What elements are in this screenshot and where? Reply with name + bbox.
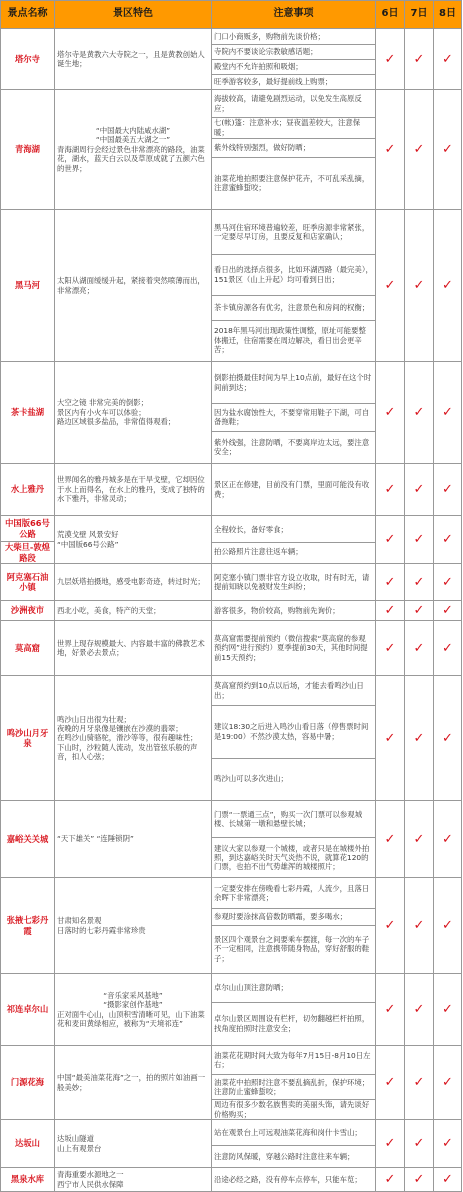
checkmark-icon: ✓ bbox=[384, 831, 396, 847]
feature-text: 在鸣沙山骑骆驼，滑沙等等，很有趣味性； bbox=[57, 733, 198, 743]
check-cell-day-8 bbox=[434, 974, 462, 1046]
feature-cell bbox=[55, 676, 212, 801]
table-row bbox=[1, 1120, 462, 1168]
note-text: 倒影拍摄最佳时间为早上10点前，最好在这个时间前到达； bbox=[214, 373, 372, 392]
feature-text: 路边区域很多盐品，非常值得观看； bbox=[57, 417, 176, 427]
feature-text: “音乐家采风基地” bbox=[103, 990, 163, 1000]
table-row bbox=[1, 974, 462, 1046]
check-cell-day-7 bbox=[405, 676, 434, 801]
checkmark-icon: ✓ bbox=[413, 142, 425, 157]
check-cell-day-7 bbox=[405, 1120, 434, 1168]
check-cell-day-8 bbox=[434, 1046, 462, 1120]
table-header-row bbox=[1, 1, 462, 29]
header-name: 景点名称 bbox=[1, 1, 55, 29]
checkmark-icon: ✓ bbox=[442, 51, 453, 67]
checkmark-icon: ✓ bbox=[413, 603, 425, 619]
note-text: 看日出的选择点很多，比如环湖西路（最完美），151景区（山上升起）均可看到日出； bbox=[212, 254, 375, 295]
check-cell-day-8 bbox=[434, 601, 462, 621]
attraction-name: 莫高窟 bbox=[1, 621, 55, 676]
check-cell-day-6 bbox=[376, 564, 405, 601]
table-row bbox=[1, 878, 462, 974]
notes-cell bbox=[212, 362, 376, 464]
note-text: 旺季游客较多，最好提前线上购票； bbox=[212, 74, 375, 89]
notes-cell bbox=[212, 29, 376, 90]
feature-text: “中国版66号公路” bbox=[57, 539, 119, 549]
checkmark-icon: ✓ bbox=[384, 1002, 396, 1018]
attraction-name: 黑马河 bbox=[1, 210, 55, 362]
note-text: 注意防风保暖，穿越公路时注意往来车辆； bbox=[212, 1145, 375, 1167]
note-text: 一定要安排在傍晚看七彩丹霞，人流少，且落日余晖下非常漂亮； bbox=[214, 883, 370, 903]
checkmark-icon: ✓ bbox=[413, 51, 425, 67]
note-text: 拍公路照片注意往返车辆； bbox=[212, 542, 375, 562]
checkmark-icon: ✓ bbox=[384, 142, 396, 157]
checkmark-icon: ✓ bbox=[384, 1172, 396, 1188]
feature-text: 塔尔寺是黄教六大寺院之一，且是黄教创始人诞生地； bbox=[57, 49, 205, 68]
table-row bbox=[1, 621, 462, 676]
check-cell-day-8 bbox=[434, 362, 462, 464]
check-cell-day-7 bbox=[405, 801, 434, 878]
note-text: 全程较长，备好零食； bbox=[214, 524, 288, 534]
table-row bbox=[1, 801, 462, 878]
table-body bbox=[1, 29, 462, 1192]
table-row bbox=[1, 1168, 462, 1192]
check-cell-day-6 bbox=[376, 1120, 405, 1168]
note-text: 莫高窟需要提前预约（微信搜索“莫高窟的参观预约网”进行预约）夏季提前30天，其他时间提前15天预约； bbox=[214, 634, 368, 662]
attraction-name: 大柴旦-敦煌路段 bbox=[1, 542, 55, 564]
table-row bbox=[1, 516, 462, 542]
attraction-name: 青海湖 bbox=[1, 90, 55, 210]
notes-cell bbox=[212, 1168, 376, 1192]
feature-cell bbox=[55, 464, 212, 516]
notes-cell bbox=[212, 1120, 376, 1168]
note-text: 沿途必经之路，没有停车点停车，只能车览； bbox=[214, 1174, 362, 1184]
note-text: 景区四个观景台之间要乘车摆渡，每一次的车子不一定相同，注意携带随身物品，穿好舒服的鞋子； bbox=[212, 925, 375, 973]
feature-text: 世界上现存规模最大、内容最丰富的佛教艺术地，好景必去景点； bbox=[57, 638, 205, 658]
note-text: 茶卡镇房源各有优劣，注意景色和房间的权衡； bbox=[212, 295, 375, 320]
feature-text: 太阳从湖面缓缓升起，紧接着突然喷薄而出，非常漂亮； bbox=[57, 276, 205, 295]
checkmark-icon: ✓ bbox=[413, 532, 425, 548]
checkmark-icon: ✓ bbox=[413, 918, 425, 934]
checkmark-icon: ✓ bbox=[442, 918, 453, 934]
feature-text: “天下雄关” “连陲锁阴” bbox=[57, 834, 134, 844]
notes-cell bbox=[212, 974, 376, 1046]
checkmark-icon: ✓ bbox=[442, 532, 453, 548]
check-cell-day-7 bbox=[405, 1168, 434, 1192]
check-cell-day-8 bbox=[434, 516, 462, 564]
feature-text: 青海重要水源地之一 bbox=[57, 1170, 124, 1180]
check-cell-day-7 bbox=[405, 362, 434, 464]
feature-cell bbox=[55, 601, 212, 621]
attraction-name: 达坂山 bbox=[1, 1120, 55, 1168]
feature-cell bbox=[55, 974, 212, 1046]
check-cell-day-6 bbox=[376, 516, 405, 564]
header-feature: 景区特色 bbox=[55, 1, 212, 29]
feature-text: 山上有观景台 bbox=[57, 1143, 102, 1153]
checkmark-icon: ✓ bbox=[413, 1002, 425, 1018]
feature-text: 下山时，沙粒随人流动，发出管弦乐般的声音，扣人心弦； bbox=[57, 742, 198, 762]
feature-text: 正对面牛心山，山顶积雪清晰可见，山下油菜花和麦田黄绿相应，被称为“天境祁连” bbox=[57, 1009, 205, 1029]
attraction-name: 茶卡盐湖 bbox=[1, 362, 55, 464]
check-cell-day-6 bbox=[376, 29, 405, 90]
note-text: 莫高窟预约到10点以后场，才能去看鸣沙山日出； bbox=[214, 681, 364, 700]
notes-cell bbox=[212, 801, 376, 878]
checkmark-icon: ✓ bbox=[442, 1136, 453, 1152]
feature-cell bbox=[55, 621, 212, 676]
checkmark-icon: ✓ bbox=[413, 831, 425, 847]
header-notes: 注意事项 bbox=[212, 1, 376, 29]
feature-cell bbox=[55, 90, 212, 210]
checkmark-icon: ✓ bbox=[413, 482, 425, 497]
feature-text: 大空之镜 非常完美的倒影； bbox=[57, 398, 149, 408]
feature-text: 达坂山隧道 bbox=[57, 1134, 94, 1144]
checkmark-icon: ✓ bbox=[442, 482, 453, 497]
check-cell-day-7 bbox=[405, 601, 434, 621]
attraction-name: 水上雅丹 bbox=[1, 464, 55, 516]
notes-cell bbox=[212, 564, 376, 601]
checkmark-icon: ✓ bbox=[413, 730, 425, 746]
feature-cell bbox=[55, 801, 212, 878]
note-text: 因为盐水腐蚀性大，不要穿常用鞋子下湖，可自备拖鞋； bbox=[212, 403, 375, 431]
notes-cell bbox=[212, 676, 376, 801]
notes-cell bbox=[212, 516, 376, 564]
checkmark-icon: ✓ bbox=[413, 1136, 425, 1152]
attraction-name: 鸣沙山月牙泉 bbox=[1, 676, 55, 801]
note-text: 门口小商贩多，购物前先谈价格； bbox=[214, 31, 325, 41]
check-cell-day-8 bbox=[434, 464, 462, 516]
note-text: 紫外线特别强烈，做好防晒； bbox=[212, 138, 375, 157]
table-row bbox=[1, 210, 462, 362]
check-cell-day-6 bbox=[376, 1046, 405, 1120]
attraction-name: 祁连卓尔山 bbox=[1, 974, 55, 1046]
note-text: 七(帐)篷：注意补水；昼夜温差较大，注意保暖； bbox=[212, 117, 375, 138]
check-cell-day-7 bbox=[405, 974, 434, 1046]
header-day-8: 8日 bbox=[434, 1, 462, 29]
table-row bbox=[1, 564, 462, 601]
check-cell-day-6 bbox=[376, 621, 405, 676]
header-day-6: 6日 bbox=[376, 1, 405, 29]
feature-text: 景区内有小火车可以体验； bbox=[57, 407, 146, 417]
note-text: 景区正在修建，目前没有门票，里面可能没有收费； bbox=[214, 480, 370, 499]
attraction-name: 沙洲夜市 bbox=[1, 601, 55, 621]
note-text: 站在观景台上可远观油菜花海和岗什卡雪山； bbox=[214, 1127, 362, 1137]
check-cell-day-8 bbox=[434, 1168, 462, 1192]
check-cell-day-8 bbox=[434, 90, 462, 210]
checkmark-icon: ✓ bbox=[442, 831, 453, 847]
table-row bbox=[1, 29, 462, 90]
checkmark-icon: ✓ bbox=[384, 482, 396, 497]
check-cell-day-7 bbox=[405, 1046, 434, 1120]
check-cell-day-6 bbox=[376, 1168, 405, 1192]
feature-text: 日落时的七彩丹霞非常珍贵 bbox=[57, 925, 146, 935]
checkmark-icon: ✓ bbox=[442, 730, 453, 746]
attraction-name: 塔尔寺 bbox=[1, 29, 55, 90]
feature-text: 鸣沙山日出很为壮观； bbox=[57, 714, 131, 724]
checkmark-icon: ✓ bbox=[384, 405, 396, 420]
note-text: 阿克塞小镇门票非官方设立收取，时有时无，请提前知晓以免被财发生纠纷； bbox=[214, 572, 370, 592]
checkmark-icon: ✓ bbox=[442, 1172, 453, 1188]
feature-text: “摄影家创作基地” bbox=[103, 1000, 163, 1010]
attraction-name: 张掖七彩丹霞 bbox=[1, 878, 55, 974]
table-row bbox=[1, 601, 462, 621]
notes-cell bbox=[212, 464, 376, 516]
feature-text: 青海湖周行会经过景色非常漂亮的路段，油菜花，湖水，蓝天白云以及草原成就了五颜六色的世界； bbox=[57, 144, 205, 173]
checkmark-icon: ✓ bbox=[442, 405, 453, 420]
feature-text: 西宁市人民供水保障 bbox=[57, 1179, 124, 1189]
checkmark-icon: ✓ bbox=[413, 405, 425, 420]
table-row bbox=[1, 362, 462, 464]
check-cell-day-6 bbox=[376, 210, 405, 362]
feature-cell bbox=[55, 1046, 212, 1120]
feature-text: “中国最美五大湖之一” bbox=[95, 135, 171, 145]
feature-text: 荒漠戈壁 风景安好 bbox=[57, 530, 119, 540]
note-text: 紫外线强，注意防晒，不要离岸边太远，要注意安全； bbox=[212, 431, 375, 463]
feature-text: 夜晚的月牙泉像是镶嵌在沙漠的翡翠； bbox=[57, 724, 183, 734]
note-text: 建议18:30之后进入鸣沙山看日落（停售票时间是19:00）不然沙漠太热，容易中暑； bbox=[212, 705, 375, 758]
checkmark-icon: ✓ bbox=[384, 51, 396, 67]
note-text: 周边有很多少数名族售卖的美丽头饰，请先谈好价格购买； bbox=[212, 1099, 375, 1119]
check-cell-day-8 bbox=[434, 878, 462, 974]
check-cell-day-7 bbox=[405, 564, 434, 601]
checkmark-icon: ✓ bbox=[384, 603, 396, 619]
checkmark-icon: ✓ bbox=[442, 1075, 453, 1091]
feature-text: 中国“最美油菜花海”之一，拍的照片如油画一般美妙； bbox=[57, 1073, 206, 1092]
notes-cell bbox=[212, 90, 376, 210]
check-cell-day-6 bbox=[376, 362, 405, 464]
check-cell-day-6 bbox=[376, 464, 405, 516]
attraction-name: 中国版66号公路 bbox=[1, 516, 55, 542]
checkmark-icon: ✓ bbox=[442, 1002, 453, 1018]
check-cell-day-8 bbox=[434, 29, 462, 90]
checkmark-icon: ✓ bbox=[413, 1172, 425, 1188]
feature-cell bbox=[55, 564, 212, 601]
feature-text: “中国最大内陆咸水湖” bbox=[95, 125, 171, 135]
checkmark-icon: ✓ bbox=[384, 1075, 396, 1091]
check-cell-day-6 bbox=[376, 90, 405, 210]
feature-cell bbox=[55, 1120, 212, 1168]
check-cell-day-7 bbox=[405, 90, 434, 210]
feature-cell bbox=[55, 878, 212, 974]
checkmark-icon: ✓ bbox=[442, 603, 453, 619]
note-text: 黑马河住宿环境普遍较差，旺季房源非常紧张，一定要尽早订房，且要反复和店家确认； bbox=[214, 222, 370, 241]
check-cell-day-7 bbox=[405, 878, 434, 974]
note-text: 油菜花中拍照时注意不要乱摘乱折，保护环境；注意防止蜜蜂蜇咬； bbox=[212, 1074, 375, 1099]
table-row bbox=[1, 464, 462, 516]
note-text: 鸣沙山可以多次进山； bbox=[212, 758, 375, 800]
attraction-name: 嘉峪关关城 bbox=[1, 801, 55, 878]
check-cell-day-7 bbox=[405, 210, 434, 362]
note-text: 油菜花地拍照要注意保护花卉，不可乱采乱摘，注意蜜蜂蜇咬； bbox=[212, 157, 375, 209]
header-day-7: 7日 bbox=[405, 1, 434, 29]
check-cell-day-6 bbox=[376, 878, 405, 974]
note-text: 油菜花花期时间大致为每年7月15日-8月10日左右； bbox=[214, 1050, 371, 1070]
feature-text: 西北小吃，美食，特产的天堂； bbox=[57, 605, 161, 615]
feature-cell bbox=[55, 29, 212, 90]
notes-cell bbox=[212, 601, 376, 621]
checkmark-icon: ✓ bbox=[384, 918, 396, 934]
note-text: 2018年黑马河出现政策性调整，原址可能要整体搬迁，住宿需要在周边解决，看日出会更辛苦； bbox=[212, 320, 375, 361]
note-text: 卓尔山山顶注意防晒； bbox=[214, 983, 288, 993]
check-cell-day-8 bbox=[434, 1120, 462, 1168]
checkmark-icon: ✓ bbox=[413, 640, 425, 656]
checkmark-icon: ✓ bbox=[384, 1136, 396, 1152]
checkmark-icon: ✓ bbox=[413, 1075, 425, 1091]
note-text: 卓尔山景区周围设有栏杆，切勿翻越栏杆拍照，找角度拍照时注意安全； bbox=[212, 1002, 375, 1045]
table-row bbox=[1, 676, 462, 801]
checkmark-icon: ✓ bbox=[442, 640, 453, 656]
checkmark-icon: ✓ bbox=[384, 730, 396, 746]
attraction-name: 阿克塞石油小镇 bbox=[1, 564, 55, 601]
note-text: 建议大家以参观一个城楼，或者只是在城楼外拍照，到达嘉峪关时天气炎热不说，就算花120的门票，也拍不出气势雄浑的城楼照片； bbox=[212, 837, 375, 877]
feature-cell bbox=[55, 210, 212, 362]
attraction-name: 黑泉水库 bbox=[1, 1168, 55, 1192]
note-text: 门票“一票通三点”，购买一次门票可以参观城楼、长城第一墩和悬壁长城； bbox=[214, 809, 363, 829]
note-text: 海拔较高，请避免剧烈运动，以免发生高原反应； bbox=[214, 94, 362, 113]
check-cell-day-8 bbox=[434, 564, 462, 601]
feature-cell bbox=[55, 362, 212, 464]
check-cell-day-8 bbox=[434, 621, 462, 676]
feature-text: 甘肃知名景观 bbox=[57, 916, 102, 926]
checkmark-icon: ✓ bbox=[442, 278, 453, 293]
table-row bbox=[1, 90, 462, 210]
checkmark-icon: ✓ bbox=[413, 278, 425, 293]
checkmark-icon: ✓ bbox=[384, 574, 396, 590]
feature-cell bbox=[55, 516, 212, 564]
feature-text: 九层妖塔拍摄地，感受电影奇迹，转过时光； bbox=[57, 577, 205, 587]
notes-cell bbox=[212, 621, 376, 676]
check-cell-day-6 bbox=[376, 601, 405, 621]
feature-text: 世界闻名的雅丹城多是在干旱戈壁，它却因位于水上而得名，在水上的雅丹，变成了独特的水下雅丹，非常灵动； bbox=[57, 475, 205, 504]
note-text: 殿堂内不允许拍照和吸烟； bbox=[212, 59, 375, 74]
check-cell-day-7 bbox=[405, 621, 434, 676]
check-cell-day-6 bbox=[376, 801, 405, 878]
checkmark-icon: ✓ bbox=[442, 574, 453, 590]
notes-cell bbox=[212, 210, 376, 362]
check-cell-day-8 bbox=[434, 676, 462, 801]
feature-cell bbox=[55, 1168, 212, 1192]
notes-cell bbox=[212, 878, 376, 974]
checkmark-icon: ✓ bbox=[384, 278, 396, 293]
note-text: 参观时要涂抹高倍数防晒霜，要多喝水； bbox=[212, 908, 375, 925]
note-text: 游客很多，物价较高，购物前先询价； bbox=[214, 605, 340, 615]
table-row bbox=[1, 1046, 462, 1120]
attraction-name: 门源花海 bbox=[1, 1046, 55, 1120]
check-cell-day-8 bbox=[434, 801, 462, 878]
check-cell-day-7 bbox=[405, 29, 434, 90]
notes-cell bbox=[212, 1046, 376, 1120]
checkmark-icon: ✓ bbox=[413, 574, 425, 590]
check-cell-day-8 bbox=[434, 210, 462, 362]
check-cell-day-6 bbox=[376, 676, 405, 801]
checkmark-icon: ✓ bbox=[384, 640, 396, 656]
check-cell-day-7 bbox=[405, 516, 434, 564]
checkmark-icon: ✓ bbox=[442, 142, 453, 157]
checkmark-icon: ✓ bbox=[384, 532, 396, 548]
check-cell-day-7 bbox=[405, 464, 434, 516]
note-text: 寺院内不要谈论宗教敏感话题； bbox=[212, 44, 375, 59]
check-cell-day-6 bbox=[376, 974, 405, 1046]
